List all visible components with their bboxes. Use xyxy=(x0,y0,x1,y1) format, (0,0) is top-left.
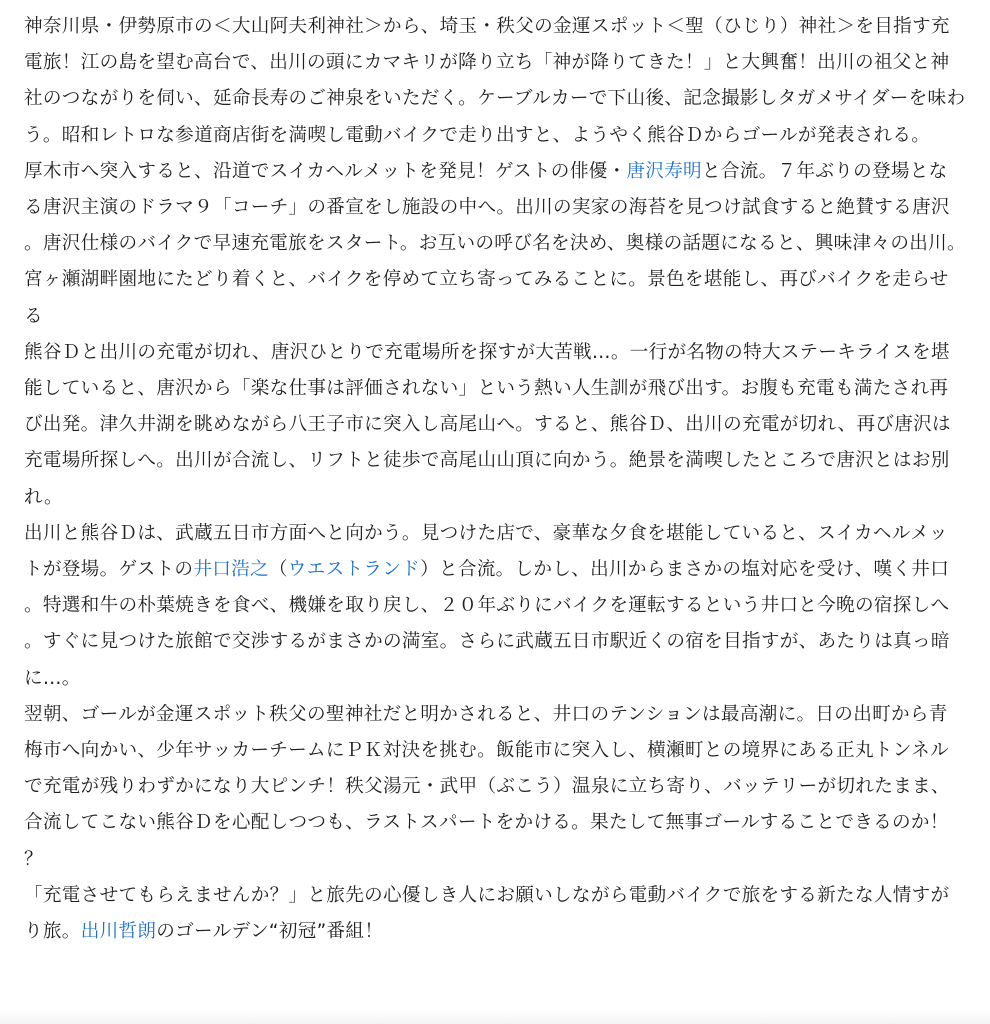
paragraph-1 xyxy=(24,9,966,154)
paragraph-4-paren-open: （ xyxy=(268,559,288,581)
paragraph-3-text: 熊谷Ｄと出川の充電が切れ、唐沢ひとりで充電場所を探すが大苦戦…。一行が名物の特大ステーキライスを堪能していると、唐沢から「楽な仕事は評価されない」という熱い人生訓が飛び出す。お腹も充電も満たされ再び出発。津久井湖を眺めながら八王子市に突入し高尾山へ。すると、熊谷Ｄ、出川の充電が切れ、再び唐沢は充電場所探しへ。出川が合流し、リフトと徒歩で高尾山山頂に向かう。絶景を満喫したところで唐沢とはお別れ。 xyxy=(24,341,951,508)
paragraph-2-text-after: と合流。７年ぶりの登場となる唐沢主演のドラマ９「コーチ」の番宣をし施設の中へ。出川の実家の海苔を見つけ試食すると絶賛する唐沢。唐沢仕様のバイクで早速充電旅をスタート。お互いの呼び名を決め、奥様の話題になると、興味津々の出川。宮ヶ瀬湖畔園地にたどり着くと、バイクを停めて立ち寄ってみることに。景色を堪能し、再びバイクを走らせる xyxy=(24,160,966,327)
paragraph-4-text-before: 出川と熊谷Ｄは、武蔵五日市方面へと向かう。見つけた店で、豪華な夕食を堪能していると、スイカヘルメットが登場。ゲストの xyxy=(24,522,948,581)
paragraph-2 xyxy=(24,154,966,335)
paragraph-5 xyxy=(24,697,966,878)
paragraph-1-text: 神奈川県・伊勢原市の＜大山阿夫利神社＞から、埼玉・秩父の金運スポット＜聖（ひじり）神社＞を目指す充電旅！江の島を望む高台で、出川の頭にカマキリが降り立ち「神が降りてきた！」と大興奮！出川の祖父と神社のつながりを伺い、延命長寿のご神泉をいただく。ケーブルカーで下山後、記念撮影しタガメサイダーを味わう。昭和レトロな参道商店街を満喫し電動バイクで走り出すと、ようやく熊谷Ｄからゴールが発表される。 xyxy=(24,16,966,146)
paragraph-4-text-after: ）と合流。しかし、出川からまさかの塩対応を受け、嘆く井口。特選和牛の朴葉焼きを食べ、機嫌を取り戻し、２０年ぶりにバイクを運転するという井口と今晩の宿探しへ。すぐに見つけた旅館で交渉するがまさかの満室。さらに武蔵五日市駅近くの宿を目指すが、あたりは真っ暗に…。 xyxy=(24,559,950,689)
cast-link-karasawa[interactable]: 唐沢寿明 xyxy=(626,160,702,182)
paragraph-6-text-after: のゴールデン“初冠”番組！ xyxy=(156,921,384,943)
paragraph-6 xyxy=(24,878,966,950)
cast-link-degawa[interactable]: 出川哲朗 xyxy=(80,921,157,943)
paragraph-4 xyxy=(24,516,966,697)
paragraph-5-text: 翌朝、ゴールが金運スポット秩父の聖神社だと明かされると、井口のテンションは最高潮に。日の出町から青梅市へ向かい、少年サッカーチームにＰＫ対決を挑む。飯能市に突入し、横瀬町との境界にある正丸トンネルで充電が残りわずかになり大ピンチ！秩父湯元・武甲（ぶこう）温泉に立ち寄り、バッテリーが切れたまま、合流してこない熊谷Ｄを心配しつつも、ラストスパートをかける。果たして無事ゴールすることできるのか！？ xyxy=(24,703,950,870)
bottom-fade xyxy=(0,1010,990,1024)
cast-link-iguchi[interactable]: 井口浩之 xyxy=(193,559,269,581)
paragraph-2-text-before: 厚木市へ突入すると、沿道でスイカヘルメットを発見！ゲストの俳優・ xyxy=(24,160,627,182)
paragraph-3 xyxy=(24,335,966,516)
program-description xyxy=(24,9,966,950)
cast-link-westland[interactable]: ウエストランド xyxy=(287,559,421,581)
paragraph-6-text-before: 「充電させてもらえませんか？」と旅先の心優しき人にお願いしながら電動バイクで旅をする新たな人情すがり旅。 xyxy=(24,884,950,943)
